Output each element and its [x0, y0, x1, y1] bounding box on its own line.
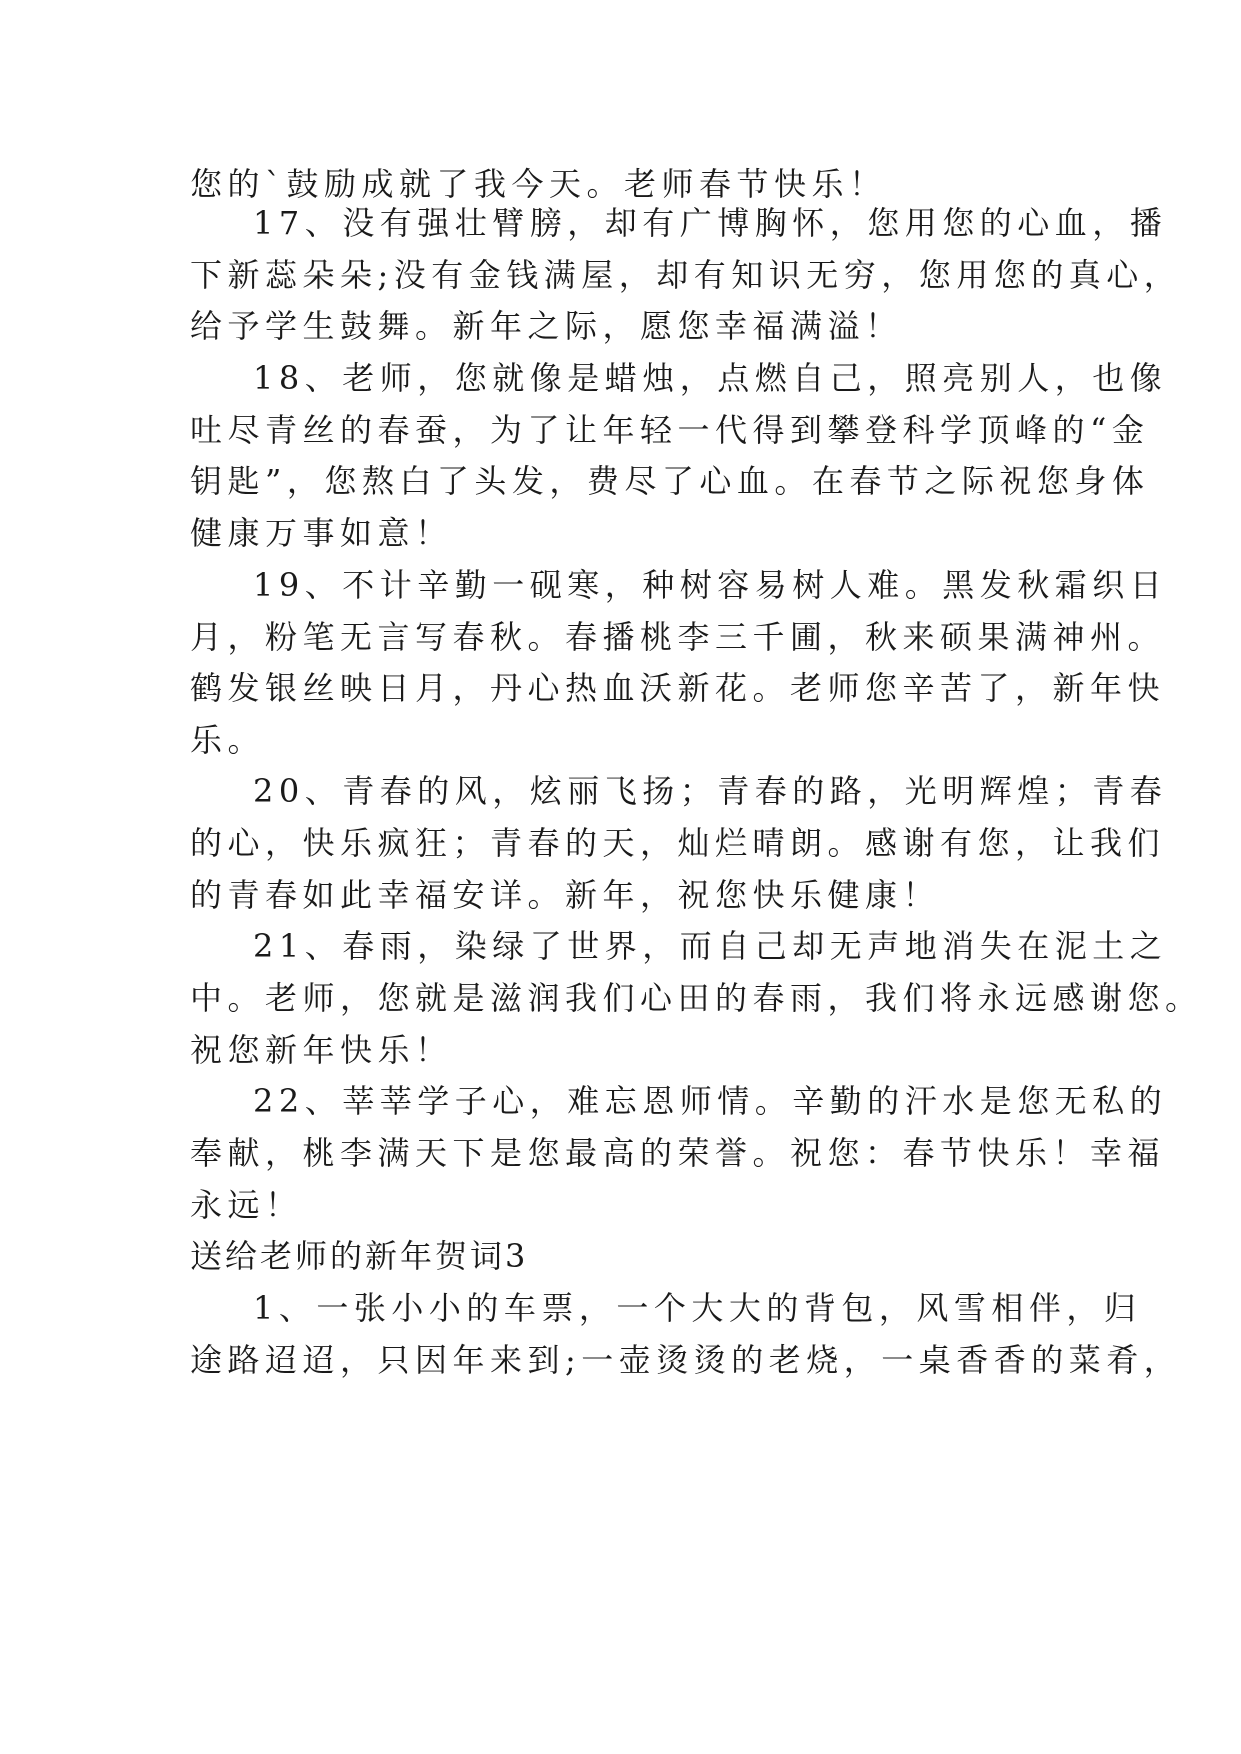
paragraph-line: 21、春雨，染绿了世界，而自己却无声地消失在泥土之: [253, 927, 1168, 965]
paragraph-line: 的心，快乐疯狂；青春的天，灿烂晴朗。感谢有您，让我们: [190, 824, 1166, 862]
paragraph-line: 19、不计辛勤一砚寒，种树容易树人难。黑发秋霜织日: [253, 566, 1168, 604]
paragraph-line: 奉献，桃李满天下是您最高的荣誉。祝您：春节快乐！幸福: [190, 1134, 1166, 1172]
paragraph-line: 中。老师，您就是滋润我们心田的春雨，我们将永远感谢您。: [190, 979, 1203, 1017]
paragraph-line: 您的`鼓励成就了我今天。老师春节快乐！: [190, 165, 887, 203]
paragraph-line: 鹤发银丝映日月，丹心热血沃新花。老师您辛苦了，新年快: [190, 669, 1166, 707]
paragraph-line: 永远！: [190, 1186, 303, 1224]
paragraph-line: 乐。: [190, 721, 266, 759]
paragraph-line: 祝您新年快乐！: [190, 1031, 453, 1069]
section-heading: 送给老师的新年贺词3: [190, 1237, 529, 1275]
paragraph-line: 1、一张小小的车票，一个大大的背包，风雪相伴，归: [253, 1289, 1142, 1327]
paragraph-line: 下新蕊朵朵;没有金钱满屋，却有知识无穷，您用您的真心，: [190, 256, 1182, 294]
paragraph-line: 吐尽青丝的春蚕，为了让年轻一代得到攀登科学顶峰的“金: [190, 411, 1150, 449]
paragraph-line: 给予学生鼓舞。新年之际，愿您幸福满溢！: [190, 307, 903, 345]
paragraph-line: 健康万事如意！: [190, 514, 453, 552]
paragraph-line: 的青春如此幸福安详。新年，祝您快乐健康！: [190, 876, 941, 914]
paragraph-line: 月，粉笔无言写春秋。春播桃李三千圃，秋来硕果满神州。: [190, 618, 1166, 656]
paragraph-line: 18、老师，您就像是蜡烛，点燃自己，照亮别人，也像: [253, 359, 1168, 397]
paragraph-line: 20、青春的风，炫丽飞扬；青春的路，光明辉煌；青春: [253, 772, 1168, 810]
paragraph-line: 途路迢迢，只因年来到;一壶烫烫的老烧，一桌香香的菜肴，: [190, 1341, 1182, 1379]
paragraph-line: 17、没有强壮臂膀，却有广博胸怀，您用您的心血，播: [253, 204, 1168, 242]
paragraph-line: 钥匙”，您熬白了头发，费尽了心血。在春节之际祝您身体: [190, 462, 1150, 500]
paragraph-line: 22、莘莘学子心，难忘恩师情。辛勤的汗水是您无私的: [253, 1082, 1168, 1120]
